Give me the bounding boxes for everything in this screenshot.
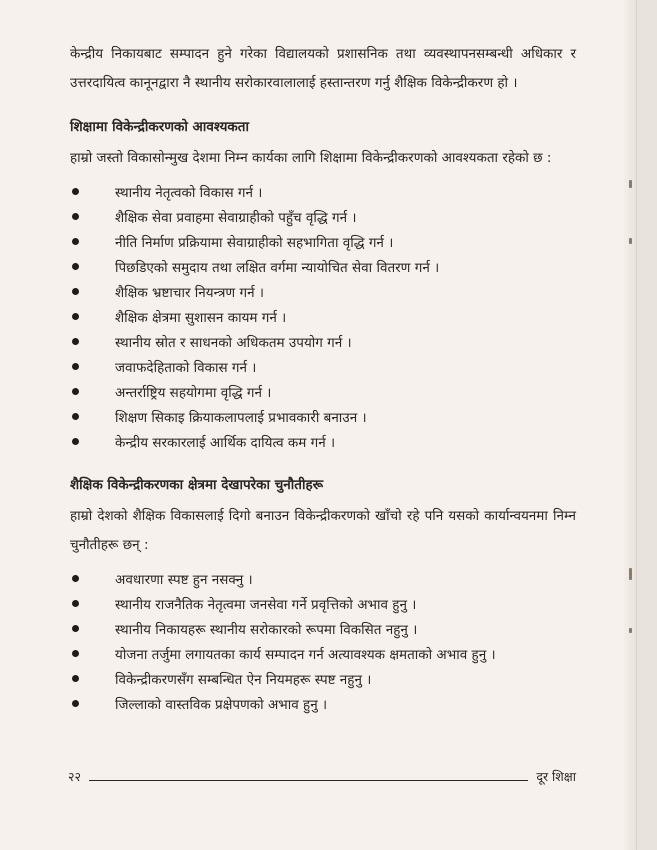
list-item [70,429,576,454]
list-item-text: स्थानीय राजनैतिक नेतृत्वमा जनसेवा गर्ने प्रवृत्तिको अभाव हुनु । [115,596,417,613]
list-item [70,229,576,254]
page-edge-mark [629,568,632,580]
section-heading-challenges: शैक्षिक विकेन्द्रीकरणका क्षेत्रमा देखापरेका चुनौतीहरू [70,477,324,493]
list-item [70,591,576,616]
list-item-text: अवधारणा स्पष्ट हुन नसक्नु । [115,571,253,588]
list-item [70,279,576,304]
bullet-icon [72,338,79,345]
list-item [70,354,576,379]
bullet-icon [72,700,79,707]
section-intro-need: हाम्रो जस्तो विकासोन्मुख देशमा निम्न कार्यका लागि शिक्षामा विकेन्द्रीकरणको आवश्यकता रहेको छ : [70,150,552,166]
list-item [70,666,576,691]
list-item-text: विकेन्द्रीकरणसँग सम्बन्धित ऐन नियमहरू स्पष्ट नहुनु । [115,671,372,688]
bullet-icon [72,600,79,607]
bullet-icon [72,413,79,420]
list-item [70,329,576,354]
bullet-icon [72,650,79,657]
footer-rule [89,772,528,781]
page-edge-mark [629,628,632,633]
section-heading-need: शिक्षामा विकेन्द्रीकरणको आवश्यकता [70,119,249,135]
list-item [70,641,576,666]
bullet-icon [72,675,79,682]
bullet-icon [72,388,79,395]
bullet-icon [72,313,79,320]
list-item-text: योजना तर्जुमा लगायतका कार्य सम्पादन गर्न अत्यावश्यक क्षमताको अभाव हुनु । [115,646,496,663]
bullet-icon [72,438,79,445]
need-list [70,179,576,454]
list-item-text: जवाफदेहिताको विकास गर्न । [115,359,257,376]
list-item-text: शैक्षिक भ्रष्टाचार नियन्त्रण गर्न । [115,284,264,301]
bullet-icon [72,188,79,195]
list-item-text: केन्द्रीय सरकारलाई आर्थिक दायित्व कम गर्न । [115,434,336,451]
bullet-icon [72,213,79,220]
list-item [70,204,576,229]
intro-paragraph: केन्द्रीय निकायबाट सम्पादन हुने गरेका विद्यालयको प्रशासनिक तथा व्यवस्थापनसम्बन्धी अधिकार र उत्तरदायित्व कानूनद्वारा नै स्थानीय सरोकारवालालाई हस्तान्तरण गर्नु शैक्षिक विकेन्द्रीकरण हो । [70,46,576,91]
bullet-icon [72,288,79,295]
list-item-text: स्थानीय निकायहरू स्थानीय सरोकारको रूपमा विकसित नहुनु । [115,621,418,638]
challenges-list [70,566,576,716]
list-item-text: शिक्षण सिकाइ क्रियाकलापलाई प्रभावकारी बनाउन । [115,409,367,426]
publication-name: दूर शिक्षा [536,769,576,784]
list-item [70,616,576,641]
list-item [70,404,576,429]
page-footer [68,768,576,785]
list-item [70,379,576,404]
list-item-text: नीति निर्माण प्रक्रियामा सेवाग्राहीको सहभागिता वृद्धि गर्न । [115,234,394,251]
list-item-text: स्थानीय नेतृत्वको विकास गर्न । [115,184,263,201]
list-item [70,566,576,591]
list-item-text: अन्तर्राष्ट्रिय सहयोगमा वृद्धि गर्न । [115,384,272,401]
page-number: २२ [68,769,82,784]
section-intro-challenges: हाम्रो देशको शैक्षिक विकासलाई दिगो बनाउन विकेन्द्रीकरणको खाँचो रहे पनि यसको कार्यान्वयनमा निम्न चुनौतीहरू छन् : [70,508,576,553]
page-edge-mark [629,180,632,188]
list-item-text: शैक्षिक सेवा प्रवाहमा सेवाग्राहीको पहुँच वृद्धि गर्न । [115,209,357,226]
bullet-icon [72,263,79,270]
bullet-icon [72,575,79,582]
list-item [70,179,576,204]
bullet-icon [72,363,79,370]
bullet-icon [72,625,79,632]
page-edge-mark [629,238,632,244]
list-item [70,254,576,279]
list-item-text: शैक्षिक क्षेत्रमा सुशासन कायम गर्न । [115,309,287,326]
list-item [70,304,576,329]
list-item-text: पिछडिएको समुदाय तथा लक्षित वर्गमा न्यायोचित सेवा वितरण गर्न । [115,259,440,276]
list-item-text: स्थानीय स्रोत र साधनको अधिकतम उपयोग गर्न । [115,334,352,351]
list-item-text: जिल्लाको वास्तविक प्रक्षेपणको अभाव हुनु । [115,696,328,713]
list-item [70,691,576,716]
bullet-icon [72,238,79,245]
